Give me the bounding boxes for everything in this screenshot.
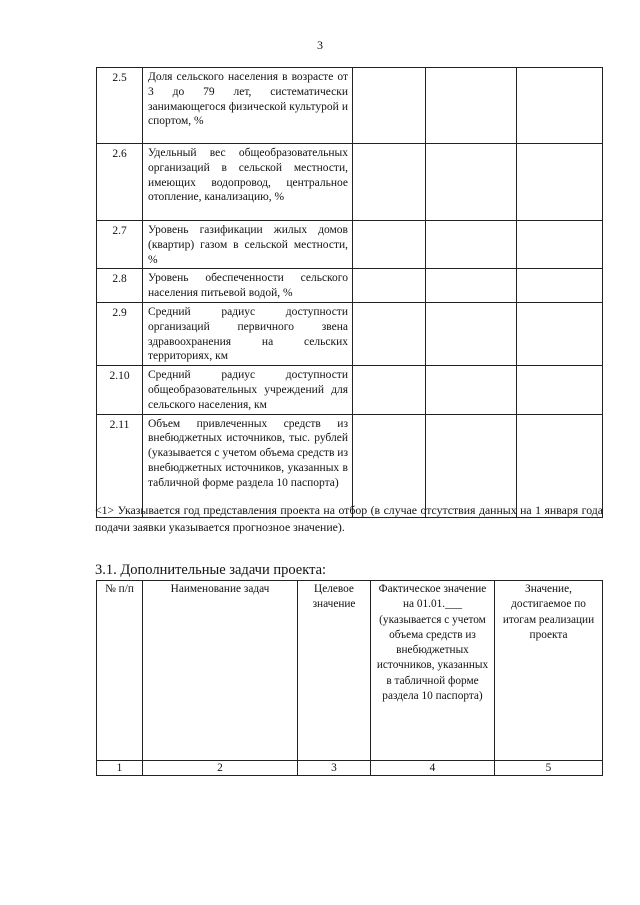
column-header: Наименование задач [143, 581, 298, 761]
empty-cell [426, 302, 517, 365]
table-row [97, 144, 603, 221]
table-row [97, 366, 603, 414]
column-header: Целевое значение [298, 581, 371, 761]
indicator-name: Средний радиус доступности организаций первичного звена здравоохранения на сельских территориях, км [143, 302, 353, 365]
empty-cell [517, 302, 603, 365]
empty-cell [517, 269, 603, 303]
empty-cell [426, 366, 517, 414]
empty-cell [517, 144, 603, 221]
page-number: 3 [317, 38, 323, 52]
row-number: 2.7 [97, 221, 143, 269]
column-index: 5 [495, 761, 603, 776]
row-number: 2.6 [97, 144, 143, 221]
table-header-row [97, 581, 603, 761]
empty-cell [517, 221, 603, 269]
table-row [97, 221, 603, 269]
column-index-row [97, 761, 603, 776]
empty-cell [517, 366, 603, 414]
column-index: 2 [143, 761, 298, 776]
row-number: 2.9 [97, 302, 143, 365]
empty-cell [426, 269, 517, 303]
empty-cell [353, 144, 426, 221]
empty-cell [426, 221, 517, 269]
indicator-name: Объем привлеченных средств из внебюджетных источников, тыс. рублей (указывается с учетом объема средств из внебюджетных источников, указанных в табличной форме раздела 10 паспорта) [143, 414, 353, 517]
indicator-name: Средний радиус доступности общеобразовательных учреждений для сельского населения, км [143, 366, 353, 414]
column-header: № п/п [97, 581, 143, 761]
empty-cell [353, 221, 426, 269]
empty-cell [353, 68, 426, 144]
column-index: 4 [371, 761, 495, 776]
empty-cell [517, 68, 603, 144]
column-index: 3 [298, 761, 371, 776]
row-number: 2.10 [97, 366, 143, 414]
indicator-name: Удельный вес общеобразовательных организаций в сельской местности, имеющих водопровод, центральное отопление, канализацию, % [143, 144, 353, 221]
indicator-name: Уровень обеспеченности сельского населения питьевой водой, % [143, 269, 353, 303]
table-row [97, 68, 603, 144]
indicators-table [96, 67, 603, 518]
column-header: Значение, достигаемое по итогам реализации проекта [495, 581, 603, 761]
empty-cell [353, 269, 426, 303]
table-row [97, 302, 603, 365]
row-number: 2.8 [97, 269, 143, 303]
column-index: 1 [97, 761, 143, 776]
additional-tasks-table [96, 580, 603, 776]
empty-cell [426, 68, 517, 144]
empty-cell [353, 302, 426, 365]
indicator-name: Доля сельского населения в возрасте от 3 до 79 лет, систематически занимающегося физической культурой и спортом, % [143, 68, 353, 144]
section-title: 3.1. Дополнительные задачи проекта: [95, 562, 327, 578]
column-header: Фактическое значение на 01.01.___ (указывается с учетом объема средств из внебюджетных источников, указанных в табличной форме раздела 10 паспорта) [371, 581, 495, 761]
footnote: <1> Указывается год представления проекта на отбор (в случае отсутствия данных на 1 января года подачи заявки указывается прогнозное значение). [95, 503, 603, 534]
indicator-name: Уровень газификации жилых домов (квартир) газом в сельской местности, % [143, 221, 353, 269]
empty-cell [353, 366, 426, 414]
empty-cell [426, 144, 517, 221]
table-row [97, 269, 603, 303]
row-number: 2.5 [97, 68, 143, 144]
row-number: 2.11 [97, 414, 143, 517]
